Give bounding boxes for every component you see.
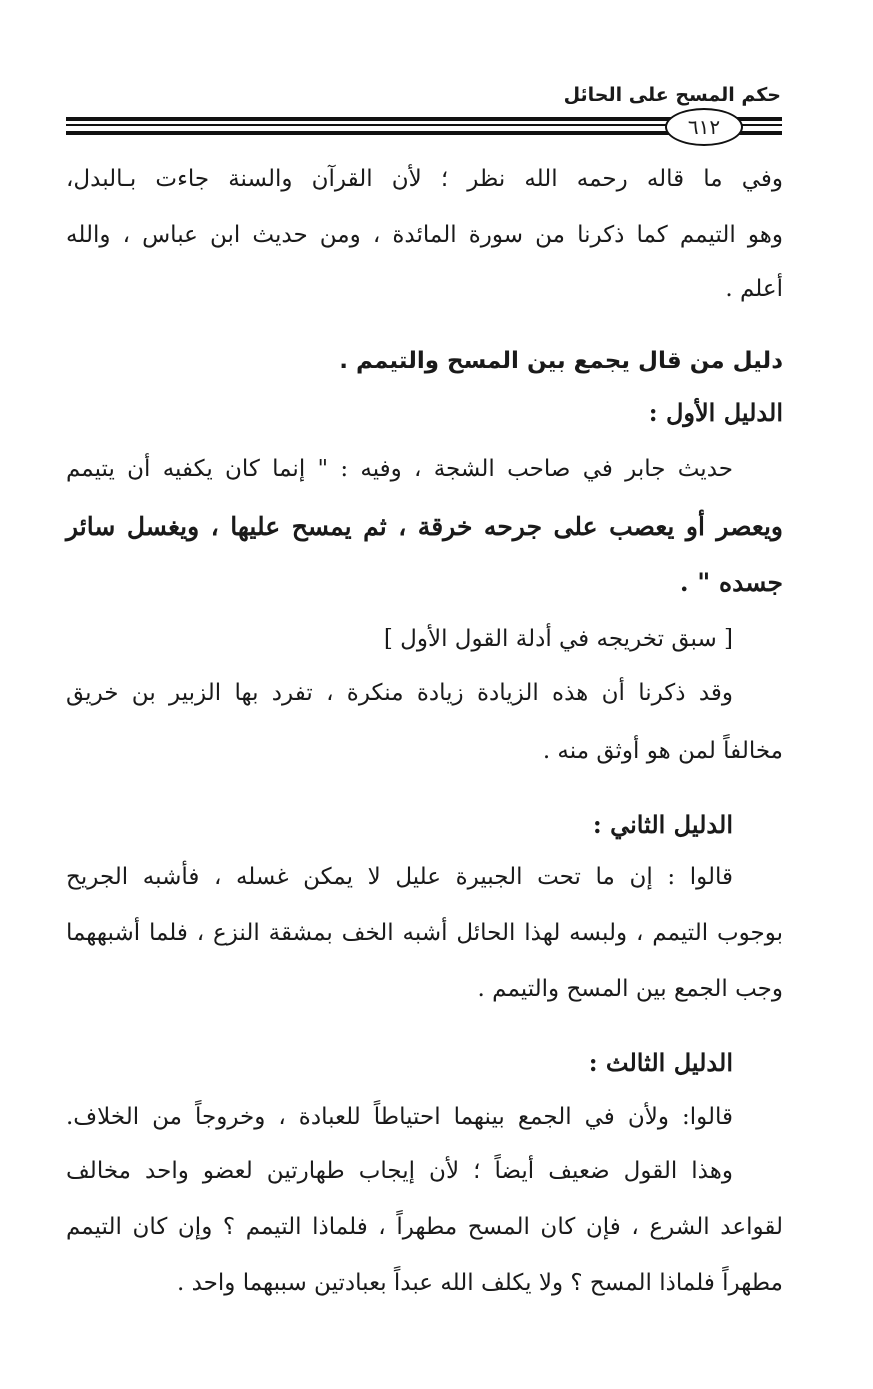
paragraph-line: مخالفاً لمن هو أوثق منه .	[542, 738, 783, 764]
hadith-quote-line: ويعصر أو يعصب على جرحه خرقة ، ثم يمسح عليها ، ويغسل سائر	[66, 512, 783, 541]
paragraph-line: لقواعد الشرع ، فإن كان المسح مطهراً ، فلماذا التيمم ؟ وإن كان التيمم	[66, 1214, 783, 1240]
subsection-heading: الدليل الثاني :	[592, 810, 733, 839]
paragraph-line: وقد ذكرنا أن هذه الزيادة زيادة منكرة ، تفرد بها الزبير بن خريق	[66, 680, 733, 706]
citation-note: [ سبق تخريجه في أدلة القول الأول ]	[383, 626, 733, 652]
section-heading: دليل من قال يجمع بين المسح والتيمم .	[339, 348, 783, 374]
paragraph-line: وجب الجمع بين المسح والتيمم .	[477, 976, 783, 1002]
paragraph-line: بوجوب التيمم ، ولبسه لهذا الحائل أشبه الخف بمشقة النزع ، فلما أشبههما	[66, 920, 783, 946]
paragraph-line: قالوا: ولأن في الجمع بينهما احتياطاً للعبادة ، وخروجاً من الخلاف.	[66, 1104, 733, 1130]
paragraph-line: مطهراً فلماذا المسح ؟ ولا يكلف الله عبداً بعبادتين سببهما واحد .	[176, 1270, 783, 1296]
paragraph-line: أعلم .	[725, 276, 783, 302]
hadith-quote-line: جسده " .	[679, 568, 783, 597]
paragraph-line: حديث جابر في صاحب الشجة ، وفيه : " إنما كان يكفيه أن يتيمم	[66, 456, 733, 482]
subsection-heading: الدليل الأول :	[648, 398, 783, 427]
paragraph-line: قالوا : إن ما تحت الجبيرة عليل لا يمكن غسله ، فأشبه الجريح	[66, 864, 733, 890]
running-header-title: حكم المسح على الحائل	[563, 84, 781, 106]
subsection-heading: الدليل الثالث :	[588, 1048, 733, 1077]
page-number: ٦١٢	[665, 108, 743, 146]
paragraph-line: وفي ما قاله رحمه الله نظر ؛ لأن القرآن والسنة جاءت بـالبدل،	[66, 166, 783, 192]
paragraph-line: وهو التيمم كما ذكرنا من سورة المائدة ، ومن حديث ابن عباس ، والله	[66, 222, 783, 248]
paragraph-line: وهذا القول ضعيف أيضاً ؛ لأن إيجاب طهارتين لعضو واحد مخالف	[66, 1158, 733, 1184]
